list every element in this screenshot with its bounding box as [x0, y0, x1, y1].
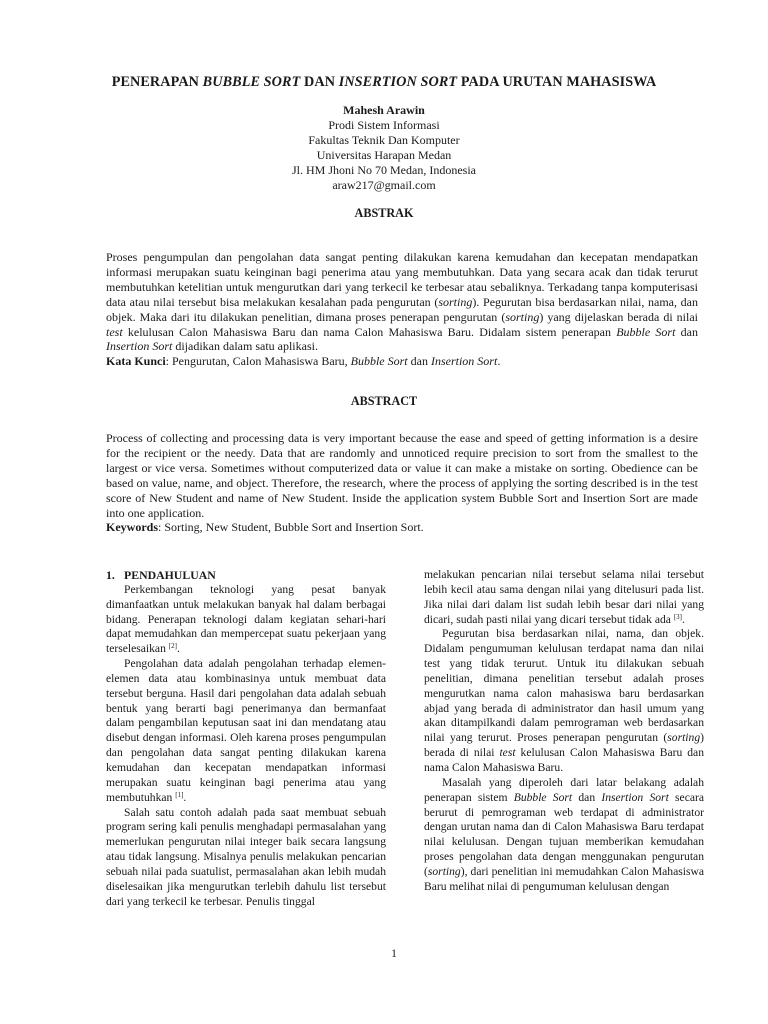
author-affiliation-university: Universitas Harapan Medan [316, 148, 452, 162]
abstract-heading: ABSTRACT [350, 394, 418, 408]
title-text: DAN [300, 74, 339, 90]
author-affiliation-program: Prodi Sistem Informasi [328, 118, 440, 132]
left-paragraph-3: Salah satu contoh adalah pada saat membuat sebuah program sering kali penulis menghadapi permasalahan yang memerlukan pengurutan nilai integer baik secara langsung atau tidak langsung. Misalnya penulis melakukan pencarian sebuah nilai pada suatulist, permasalahan akan lebih mudah diselesaikan jika mengurutkan terlebih dahulu list tersebut dari yang terkecil ke terbesar. Penulis tinggal [106, 805, 386, 908]
left-column [106, 568, 386, 909]
right-paragraph-2: Pegurutan bisa berdasarkan nilai, nama, dan objek. Didalam pengumuman kelulusan terdapat nama dan nilai test yang tidak terurut. Untuk itu dilakukan sebuah penelitian, dimana penelitian tersebut adalah proses mengurutkan nama calon mahasiswa baru berdasarkan abjad yang berada di administrator dan hasil umum yang akan ditampilkandi dalam pemrograman web berdasarkan nilai yang terurut. Proses penerapan pengurutan (sorting) berada di nilai test kelulusan Calon Mahasiswa Baru dan nama Calon Mahasiswa Baru. [424, 627, 704, 774]
title-italic-bubble-sort: BUBBLE SORT [202, 74, 301, 90]
right-column [424, 568, 704, 895]
abstrak-body [106, 250, 698, 369]
paper-title [60, 74, 708, 91]
section-heading-pendahuluan: 1. PENDAHULUAN [106, 568, 216, 582]
abstrak-paragraph: Proses pengumpulan dan pengolahan data sangat penting dilakukan karena kemudahan dan kecepatan mendapatkan informasi merupakan suatu keinginan bagi penerima atau yang membutuhkan. Data yang secara acak dan tidak terurut membutuhkan ketelitian untuk mengurutkan dari yang terkecil ke terbesar atau sebaliknya. Terkadang tanpa komputerisasi data atau nilai tersebut bisa melakukan kesalahan pada pengurutan (sorting). Pegurutan bisa berdasarkan nilai, nama, dan objek. Maka dari itu dilakukan penelitian, dimana proses penerapan pengurutan (sorting) yang dijelaskan berada di nilai test kelulusan Calon Mahasiswa Baru dan nama Calon Mahasiswa Baru. Didalam sistem penerapan Bubble Sort dan Insertion Sort dijadikan dalam satu aplikasi. [106, 250, 699, 354]
left-paragraph-1: Perkembangan teknologi yang pesat banyak dimanfaatkan untuk melakukan banyak hal dalam berbagai bidang. Penerapan teknologi dalam kegiatan sehari-hari dapat memudahkan dan mempercepat suatu pekerjaan yang terselesaikan [2]. [106, 582, 386, 656]
title-text: PADA URUTAN MAHASISWA [457, 74, 657, 90]
author-name: Mahesh Arawin [343, 103, 425, 117]
citation-ref: [2] [168, 642, 177, 651]
abstract-paragraph: Process of collecting and processing data is very important because the ease and speed of getting information is a desire for the recipient or the needy. Data that are randomly and unnoticed require precision to sort from the smallest to the largest or vice versa. Sometimes without computerized data or value it can make a mistake on sorting. Obedience can be based on value, name, and object. Therefore, the research, where the process of applying the sorting described is in the test score of New Student and name of New Student. Inside the application system Bubble Sort and Insertion Sort are made into one application. [106, 431, 698, 520]
citation-ref: [3] [673, 612, 682, 621]
author-affiliation-faculty: Fakultas Teknik Dan Komputer [308, 133, 460, 147]
left-paragraph-2: Pengolahan data adalah pengolahan terhadap elemen-elemen data atau kombinasinya untuk membuat data tersebut berguna. Hasil dari pengolahan data adalah sebuah bentuk yang berarti bagi penerimanya dan bermanfaat dalam pengambilan keputusan saat ini dan mendatang atau disebut dengan informasi. Oleh karena proses pengumpulan dan pengolahan data sangat penting dilakukan karena kemudahan dan kecepatan mendapatkan informasi merupakan suatu keinginan bagi penerima atau yang membutuhkan [1]. [106, 657, 386, 804]
abstrak-heading: ABSTRAK [354, 206, 414, 220]
abstract-body [106, 431, 698, 535]
title-italic-insertion-sort: INSERTION SORT [338, 74, 458, 90]
abstract-keywords: Keywords: Sorting, New Student, Bubble Sort and Insertion Sort. [106, 520, 424, 535]
author-block [184, 103, 584, 193]
abstrak-keywords: Kata Kunci: Pengurutan, Calon Mahasiswa Baru, Bubble Sort dan Insertion Sort. [106, 354, 501, 369]
right-paragraph-1: melakukan pencarian nilai tersebut selama nilai tersebut lebih kecil atau sama dengan nilai yang ditelusuri pada list. Jika nilai dari dalam list sudah lebih besar dari nilai yang dicari, sudah pasti nilai yang dicari tersebut tidak ada [3]. [424, 568, 704, 626]
citation-ref: [1] [175, 790, 184, 799]
page-number: 1 [391, 947, 397, 960]
author-email: araw217@gmail.com [332, 178, 436, 192]
title-text: PENERAPAN [111, 74, 203, 90]
author-address: Jl. HM Jhoni No 70 Medan, Indonesia [292, 163, 476, 177]
right-paragraph-3: Masalah yang diperoleh dari latar belakang adalah penerapan sistem Bubble Sort dan Insertion Sort secara berurut di pemrograman web terdapat di administrator dengan urutan nama dan di Calon Mahasiswa Baru terdapat nilai kelulusan. Dengan tujuan memberikan kemudahan proses pengolahan data dengan menggunakan pengurutan (sorting), dari penelitian ini memudahkan Calon Mahasiswa Baru melihat nilai di pengumuman kelulusan dengan [424, 775, 704, 893]
